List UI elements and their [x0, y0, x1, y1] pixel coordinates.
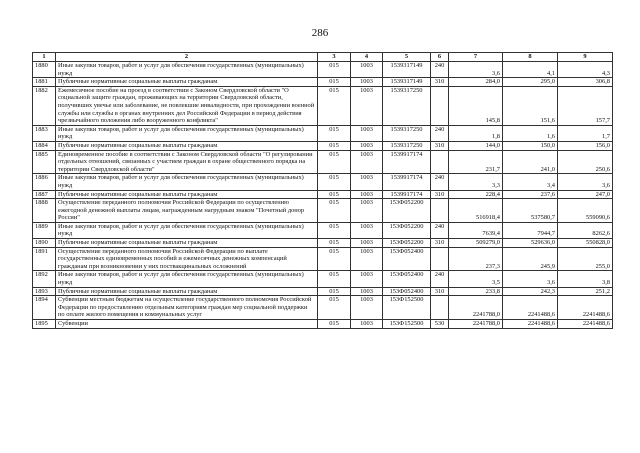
- table-row: [33, 62, 613, 78]
- col-4-cell: 1003: [351, 199, 383, 223]
- row-name: Единовременное пособие в соответствии с Законом Свердловской области "О регулировании отдельных отношений, связанных с участием граждан в охране общественного порядка на территории Свердловской области": [56, 150, 318, 174]
- row-name: Осуществление переданного полномочия Российской Федерации по осуществлению ежегодной денежной выплаты лицам, награжденным нагрудным знаком "Почетный донор России": [56, 199, 318, 223]
- table-row: [33, 287, 613, 296]
- col-6-cell: 240: [431, 271, 449, 287]
- col-9-cell: 559090,6: [558, 199, 613, 223]
- col-3-cell: 015: [318, 86, 351, 125]
- row-name: Иные закупки товаров, работ и услуг для обеспечения государственных (муниципальных) нужд: [56, 62, 318, 78]
- row-number: 1890: [33, 239, 56, 248]
- col-9-cell: 255,0: [558, 247, 613, 271]
- col-5-cell: 1539317149: [383, 62, 431, 78]
- row-name: Субвенции местным бюджетам на осуществление государственного полномочия Российской Федерации по предоставлению отдельным категориям граждан мер социальной поддержки по оплате жилого помещения и коммунальных услуг: [56, 296, 318, 320]
- row-number: 1895: [33, 320, 56, 329]
- col-8-cell: 4,1: [503, 62, 558, 78]
- col-8-cell: 3,6: [503, 271, 558, 287]
- col-9-cell: 251,2: [558, 287, 613, 296]
- header-cell: 2: [56, 53, 318, 62]
- col-8-cell: 2241488,6: [503, 320, 558, 329]
- row-number: 1881: [33, 78, 56, 87]
- col-5-cell: 153Ф052200: [383, 239, 431, 248]
- table-row: [33, 239, 613, 248]
- row-name: Публичные нормативные социальные выплаты гражданам: [56, 239, 318, 248]
- col-5-cell: 153Ф052200: [383, 222, 431, 238]
- col-5-cell: 1539317250: [383, 86, 431, 125]
- table-row: [33, 247, 613, 271]
- col-8-cell: 237,6: [503, 190, 558, 199]
- table-row: [33, 190, 613, 199]
- col-3-cell: 015: [318, 239, 351, 248]
- row-name: Осуществление переданного полномочия Российской Федерации по выплате государственных единовременных пособий и ежемесячных денежных компенсаций гражданам при возникновении у них поствакцинальных осложнений: [56, 247, 318, 271]
- col-5-cell: 153Ф052200: [383, 199, 431, 223]
- row-name: Иные закупки товаров, работ и услуг для обеспечения государственных (муниципальных) нужд: [56, 222, 318, 238]
- table-row: [33, 296, 613, 320]
- row-number: 1888: [33, 199, 56, 223]
- col-7-cell: 237,3: [449, 247, 503, 271]
- col-6-cell: 530: [431, 320, 449, 329]
- row-name: Субвенции: [56, 320, 318, 329]
- col-4-cell: 1003: [351, 271, 383, 287]
- col-4-cell: 1003: [351, 190, 383, 199]
- col-9-cell: 250,6: [558, 150, 613, 174]
- col-3-cell: 015: [318, 174, 351, 190]
- col-8-cell: 537580,7: [503, 199, 558, 223]
- row-number: 1884: [33, 141, 56, 150]
- table-row: [33, 174, 613, 190]
- row-number: 1882: [33, 86, 56, 125]
- col-4-cell: 1003: [351, 320, 383, 329]
- col-5-cell: 1539317250: [383, 125, 431, 141]
- col-6-cell: 240: [431, 174, 449, 190]
- col-3-cell: 015: [318, 125, 351, 141]
- col-5-cell: 153Ф052400: [383, 247, 431, 271]
- row-number: 1883: [33, 125, 56, 141]
- row-name: Публичные нормативные социальные выплаты гражданам: [56, 78, 318, 87]
- col-6-cell: 240: [431, 222, 449, 238]
- col-8-cell: 151,6: [503, 86, 558, 125]
- col-3-cell: 015: [318, 199, 351, 223]
- col-3-cell: 015: [318, 78, 351, 87]
- col-7-cell: 3,5: [449, 271, 503, 287]
- row-number: 1880: [33, 62, 56, 78]
- table-row: [33, 320, 613, 329]
- row-number: 1894: [33, 296, 56, 320]
- page-number: 286: [311, 27, 329, 39]
- col-8-cell: 295,0: [503, 78, 558, 87]
- col-3-cell: 015: [318, 141, 351, 150]
- col-7-cell: 2241788,0: [449, 320, 503, 329]
- col-6-cell: [431, 199, 449, 223]
- table-row: [33, 125, 613, 141]
- col-7-cell: 233,8: [449, 287, 503, 296]
- col-7-cell: 231,7: [449, 150, 503, 174]
- col-6-cell: 310: [431, 239, 449, 248]
- col-9-cell: 2241488,6: [558, 296, 613, 320]
- col-4-cell: 1003: [351, 287, 383, 296]
- col-7-cell: 284,0: [449, 78, 503, 87]
- table-header-row: [33, 53, 613, 62]
- row-number: 1889: [33, 222, 56, 238]
- col-4-cell: 1003: [351, 125, 383, 141]
- col-5-cell: 1539917174: [383, 174, 431, 190]
- header-cell: 4: [351, 53, 383, 62]
- row-number: 1885: [33, 150, 56, 174]
- col-9-cell: 4,3: [558, 62, 613, 78]
- col-3-cell: 015: [318, 190, 351, 199]
- header-cell: 5: [383, 53, 431, 62]
- col-9-cell: 3,6: [558, 174, 613, 190]
- col-3-cell: 015: [318, 62, 351, 78]
- table-row: [33, 141, 613, 150]
- row-number: 1892: [33, 271, 56, 287]
- row-number: 1887: [33, 190, 56, 199]
- header-cell: 7: [449, 53, 503, 62]
- col-5-cell: 153Ф152500: [383, 296, 431, 320]
- col-6-cell: 240: [431, 125, 449, 141]
- row-number: 1886: [33, 174, 56, 190]
- header-cell: 9: [558, 53, 613, 62]
- col-6-cell: [431, 150, 449, 174]
- table-row: [33, 199, 613, 223]
- col-7-cell: 3,6: [449, 62, 503, 78]
- col-7-cell: 516918,4: [449, 199, 503, 223]
- col-6-cell: [431, 86, 449, 125]
- col-4-cell: 1003: [351, 239, 383, 248]
- col-8-cell: 1,6: [503, 125, 558, 141]
- col-9-cell: 3,8: [558, 271, 613, 287]
- col-3-cell: 015: [318, 222, 351, 238]
- col-5-cell: 1539317250: [383, 141, 431, 150]
- col-3-cell: 015: [318, 287, 351, 296]
- budget-table: [32, 52, 613, 329]
- row-number: 1893: [33, 287, 56, 296]
- col-3-cell: 015: [318, 150, 351, 174]
- col-7-cell: 7639,4: [449, 222, 503, 238]
- col-9-cell: 156,0: [558, 141, 613, 150]
- header-cell: 3: [318, 53, 351, 62]
- col-6-cell: [431, 296, 449, 320]
- col-7-cell: 2241788,0: [449, 296, 503, 320]
- table-row: [33, 86, 613, 125]
- col-8-cell: 3,4: [503, 174, 558, 190]
- col-6-cell: 310: [431, 78, 449, 87]
- col-9-cell: 550828,0: [558, 239, 613, 248]
- col-7-cell: 1,8: [449, 125, 503, 141]
- col-5-cell: 1539317149: [383, 78, 431, 87]
- col-8-cell: 241,0: [503, 150, 558, 174]
- header-cell: 1: [33, 53, 56, 62]
- col-6-cell: [431, 247, 449, 271]
- col-8-cell: 245,9: [503, 247, 558, 271]
- row-name: Публичные нормативные социальные выплаты гражданам: [56, 287, 318, 296]
- col-7-cell: 145,8: [449, 86, 503, 125]
- col-9-cell: 2241488,6: [558, 320, 613, 329]
- col-7-cell: 3,3: [449, 174, 503, 190]
- header-cell: 6: [431, 53, 449, 62]
- col-9-cell: 247,0: [558, 190, 613, 199]
- row-name: Иные закупки товаров, работ и услуг для обеспечения государственных (муниципальных) нужд: [56, 125, 318, 141]
- header-cell: 8: [503, 53, 558, 62]
- col-5-cell: 1539917174: [383, 190, 431, 199]
- col-4-cell: 1003: [351, 150, 383, 174]
- col-6-cell: 310: [431, 287, 449, 296]
- table-row: [33, 150, 613, 174]
- table-row: [33, 78, 613, 87]
- col-3-cell: 015: [318, 271, 351, 287]
- col-5-cell: 153Ф052400: [383, 287, 431, 296]
- col-8-cell: 529636,0: [503, 239, 558, 248]
- col-3-cell: 015: [318, 320, 351, 329]
- col-4-cell: 1003: [351, 296, 383, 320]
- col-4-cell: 1003: [351, 86, 383, 125]
- col-8-cell: 7944,7: [503, 222, 558, 238]
- table-row: [33, 271, 613, 287]
- row-name: Публичные нормативные социальные выплаты гражданам: [56, 141, 318, 150]
- col-4-cell: 1003: [351, 247, 383, 271]
- col-4-cell: 1003: [351, 78, 383, 87]
- col-8-cell: 242,3: [503, 287, 558, 296]
- col-7-cell: 228,4: [449, 190, 503, 199]
- col-7-cell: 144,0: [449, 141, 503, 150]
- col-4-cell: 1003: [351, 62, 383, 78]
- col-5-cell: 153Ф152500: [383, 320, 431, 329]
- row-name: Ежемесячное пособие на проезд в соответствии с Законом Свердловской области "О социальной защите граждан, проживающих на территории Свердловской области, получивших увечье или заболевание, не повлекшие инвалидности, при прохождении военной службы или службы в органах внутренних дел Российской Федерации в период действия чрезвычайного положения либо вооруженного конфликта": [56, 86, 318, 125]
- col-4-cell: 1003: [351, 141, 383, 150]
- row-name: Иные закупки товаров, работ и услуг для обеспечения государственных (муниципальных) нужд: [56, 271, 318, 287]
- col-7-cell: 509279,0: [449, 239, 503, 248]
- row-name: Публичные нормативные социальные выплаты гражданам: [56, 190, 318, 199]
- col-4-cell: 1003: [351, 174, 383, 190]
- col-5-cell: 153Ф052400: [383, 271, 431, 287]
- col-6-cell: 310: [431, 190, 449, 199]
- col-9-cell: 8262,6: [558, 222, 613, 238]
- col-9-cell: 1,7: [558, 125, 613, 141]
- col-5-cell: 1539917174: [383, 150, 431, 174]
- row-name: Иные закупки товаров, работ и услуг для обеспечения государственных (муниципальных) нужд: [56, 174, 318, 190]
- col-6-cell: 240: [431, 62, 449, 78]
- row-number: 1891: [33, 247, 56, 271]
- col-9-cell: 306,8: [558, 78, 613, 87]
- col-6-cell: 310: [431, 141, 449, 150]
- col-3-cell: 015: [318, 296, 351, 320]
- table-row: [33, 222, 613, 238]
- col-3-cell: 015: [318, 247, 351, 271]
- col-8-cell: 150,0: [503, 141, 558, 150]
- col-4-cell: 1003: [351, 222, 383, 238]
- col-8-cell: 2241488,6: [503, 296, 558, 320]
- col-9-cell: 157,7: [558, 86, 613, 125]
